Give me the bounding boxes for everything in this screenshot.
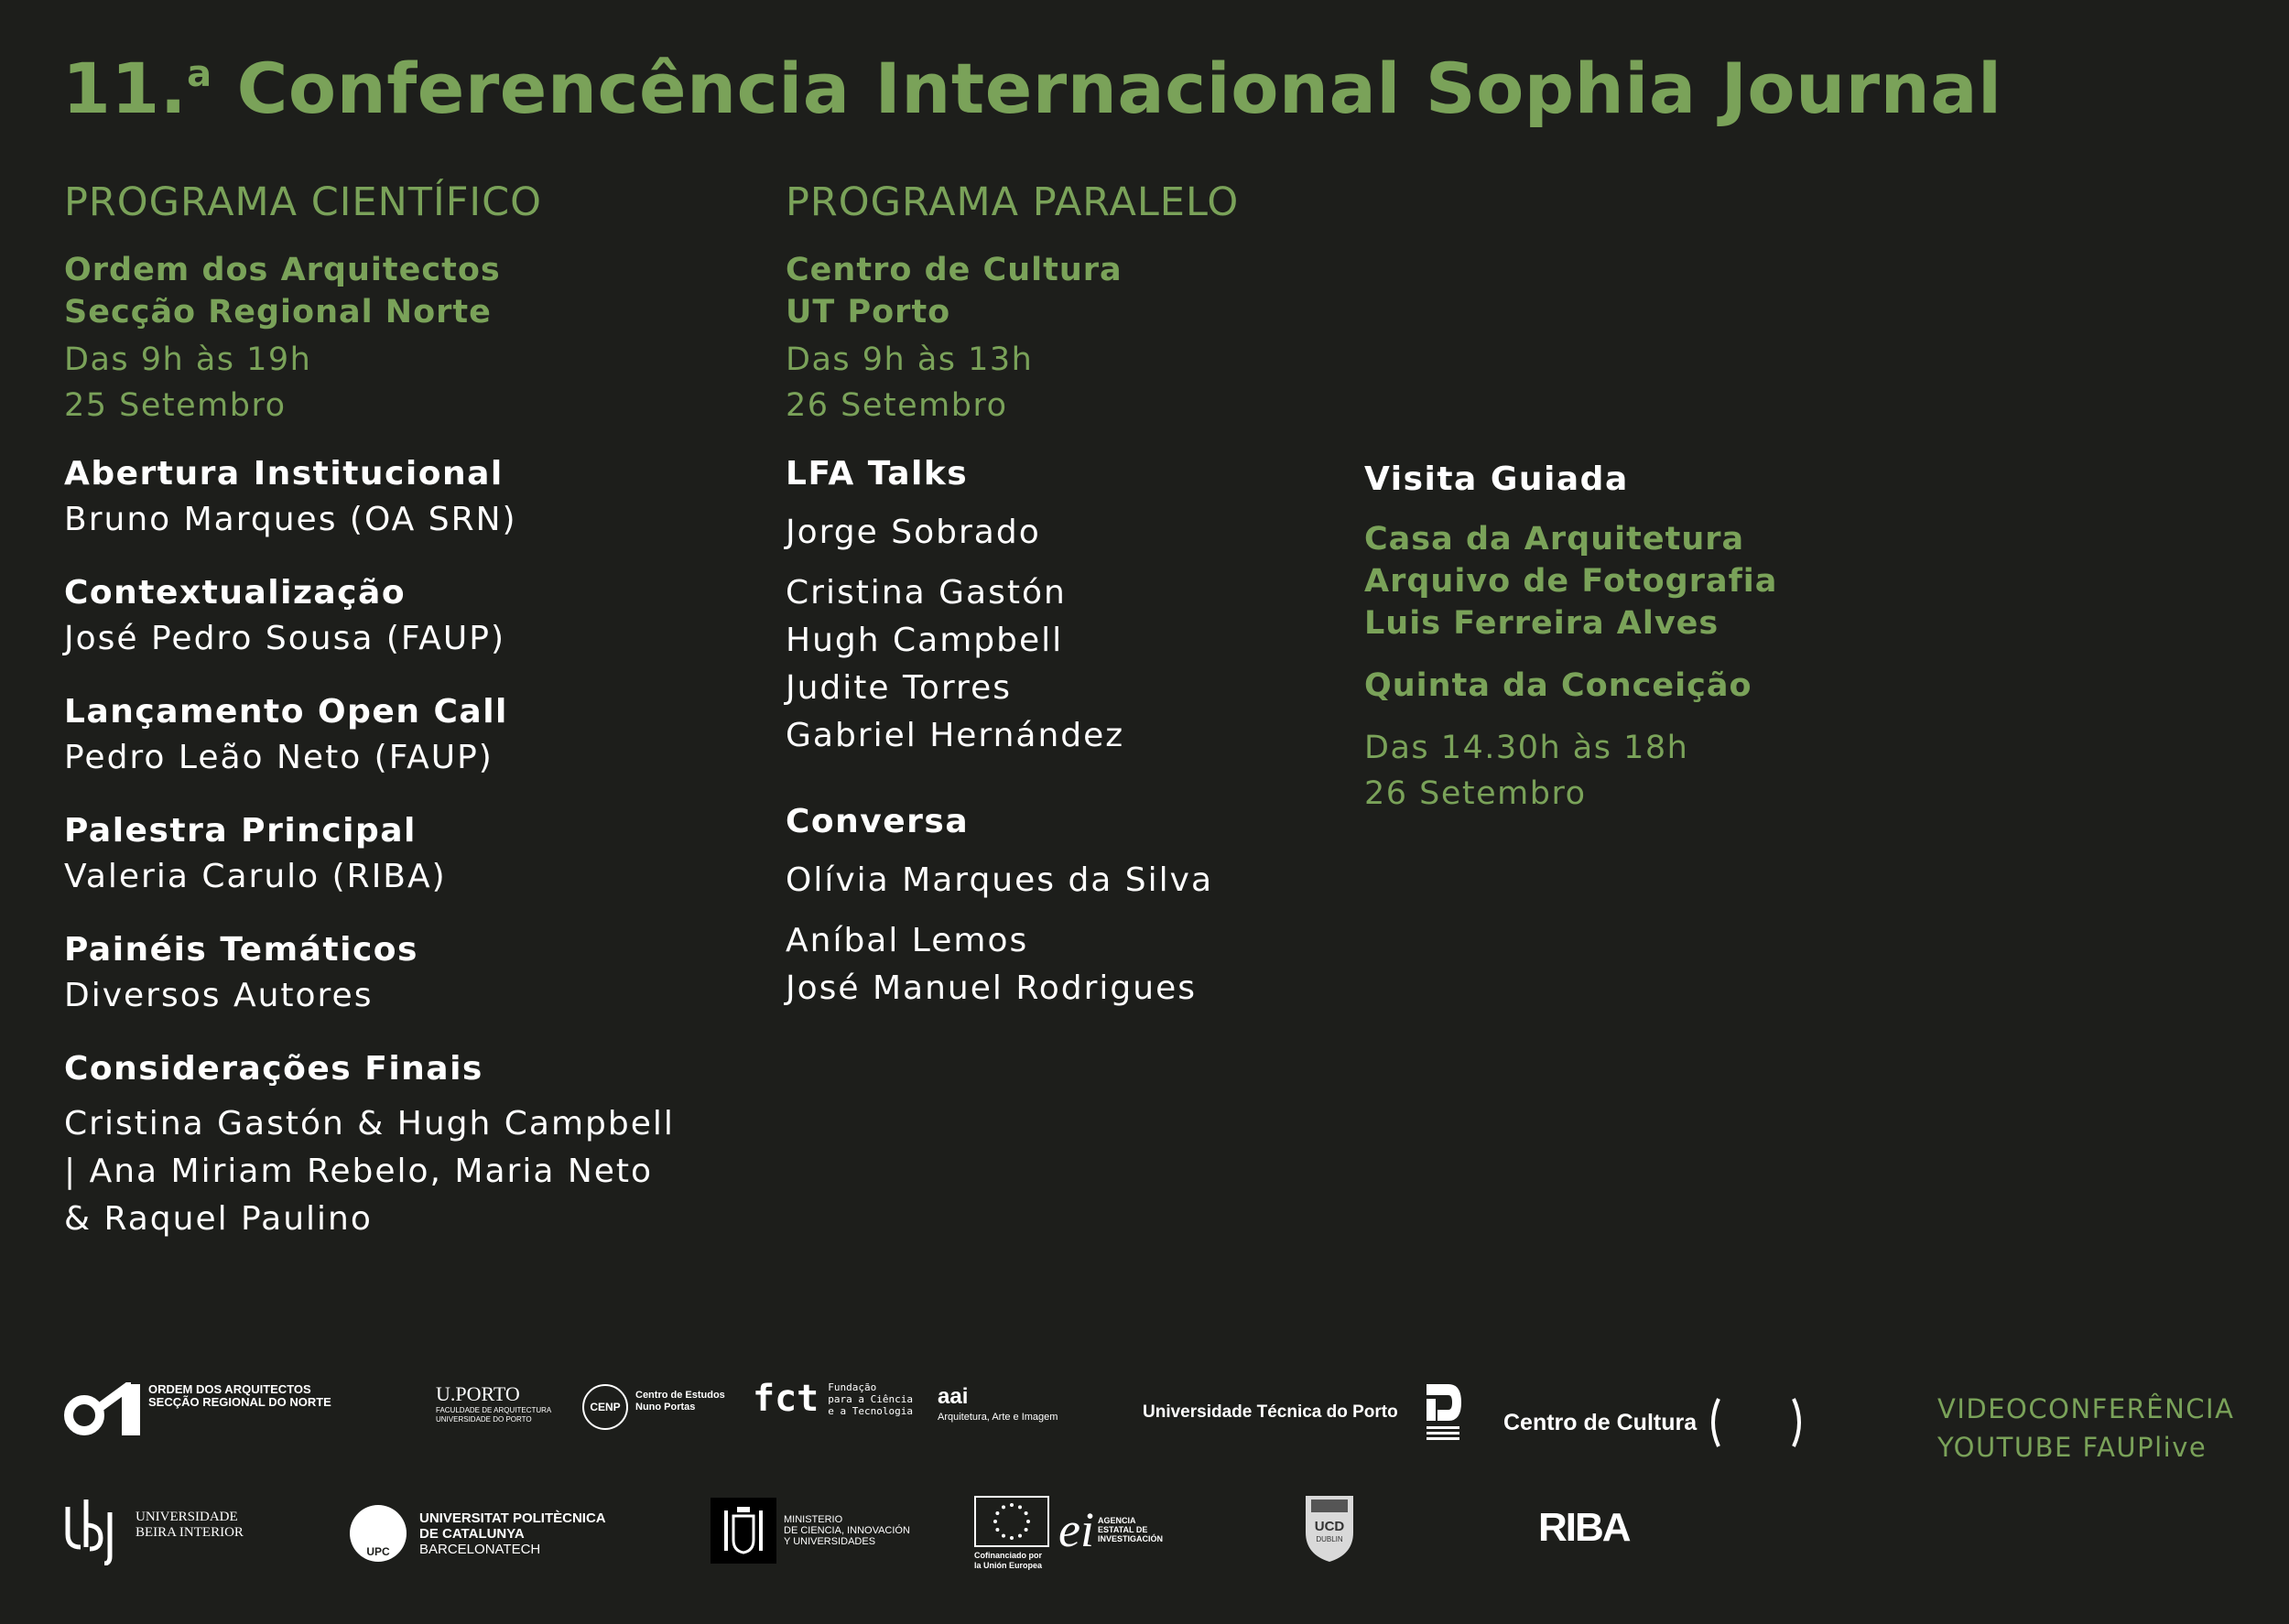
uporto-logo-text: FACULDADE DE ARQUITECTURA [436,1406,552,1414]
oa-mark-icon [64,1382,141,1435]
fct-logo-text: Fundação [828,1380,877,1393]
program-item [64,452,705,544]
program-item [64,809,705,901]
ucd-crest-icon [1302,1490,1357,1564]
program-item-speaker: Bruno Marques (OA SRN) [64,501,517,538]
aei-logo-text: AGENCIA [1097,1516,1136,1525]
program-item-speaker: Valeria Carulo (RIBA) [64,858,447,895]
aei-logo [1058,1502,1163,1557]
ministerio-logo-text: Y UNIVERSIDADES [784,1536,876,1547]
speaker-name: Gabriel Hernández [786,717,1125,754]
iicu-logo [1425,1384,1463,1449]
fct-logo-text: para a Ciência [828,1392,913,1405]
cenp-logo [582,1384,725,1430]
program-item-speaker: | Ana Miriam Rebelo, Maria Neto [64,1153,654,1190]
program-item-speaker: Cristina Gastón & Hugh Campbell [64,1105,675,1142]
guided-visit-column [1364,458,1877,817]
svg-text:UCD: UCD [1314,1519,1345,1534]
program-item-speaker: Pedro Leão Neto (FAUP) [64,739,494,776]
venue-line: Quinta da Conceição [1364,667,1752,704]
ubi-logo [64,1498,244,1565]
cc-logo [1503,1395,1806,1450]
fct-mark: fct [753,1378,819,1420]
program-item-speaker: Diversos Autores [64,977,374,1014]
riba-logo: RIBA [1538,1505,1630,1550]
institute-mark-icon [1425,1384,1463,1445]
conversa-title: Conversa [786,803,970,840]
date: 26 Setembro [1364,775,1587,812]
venue-line: Casa da Arquitetura [1364,521,1745,558]
ubi-mark-icon [64,1498,125,1565]
parallel-program-column [786,179,1353,1012]
venue-line: Ordem dos Arquitectos [64,252,501,288]
venue-line: Centro de Cultura [786,252,1123,288]
videoconference-info [1937,1390,2234,1467]
aei-logo-text: INVESTIGACIÓN [1097,1534,1163,1543]
oa-logo-text: ORDEM DOS ARQUITECTOS [148,1382,311,1396]
coat-of-arms-icon [711,1498,776,1564]
page-title: 11.$^a$ Conferencência Internacional Sophia Journal [62,48,2002,129]
uporto-logo-name: U.PORTO [436,1382,520,1405]
oa-logo [64,1382,331,1435]
time-range: Das 9h às 19h [64,341,312,378]
upc-logo-text: UNIVERSITAT POLITÈCNICA [419,1510,606,1526]
program-item [64,1047,705,1243]
program-item [64,690,705,782]
speaker-name: Judite Torres [786,669,1012,707]
utp-logo: Universidade Técnica do Porto [1143,1402,1398,1422]
speaker-name: José Manuel Rodrigues [786,969,1197,1007]
videoconference-label: VIDEOCONFERÊNCIA [1937,1393,2235,1424]
cenp-badge-icon: CENP [582,1384,628,1430]
venue-line: Arquivo de Fotografia [1364,563,1778,600]
cc-logo-text: Centro de Cultura [1503,1409,1698,1435]
fct-logo [753,1378,913,1420]
aei-logo-text: ESTATAL DE [1097,1525,1148,1534]
speaker-name: Olívia Marques da Silva [786,861,1214,899]
time-range: Das 9h às 13h [786,341,1034,378]
date: 25 Setembro [64,387,287,424]
fct-logo-text: e a Tecnologia [828,1404,913,1417]
aai-logo [938,1386,1058,1423]
program-item-title: Painéis Temáticos [64,931,418,969]
venue-line: Luis Ferreira Alves [1364,605,1719,642]
program-item-title: Palestra Principal [64,812,417,850]
upc-badge-icon: UPC [350,1505,407,1562]
ubi-logo-text: BEIRA INTERIOR [136,1525,244,1540]
lfa-talks-title: LFA Talks [786,455,969,493]
program-item-title: Lançamento Open Call [64,693,508,731]
program-item [64,571,705,663]
venue-line: UT Porto [786,294,951,330]
guided-visit-title: Visita Guiada [1364,460,1629,498]
scientific-program-column [64,179,705,1271]
eu-logo [974,1496,1049,1571]
ucd-logo [1302,1490,1357,1568]
parentheses-icon [1706,1395,1806,1450]
speaker-name: Hugh Campbell [786,622,1064,659]
program-item [64,928,705,1020]
speaker-name: Aníbal Lemos [786,922,1029,959]
svg-text:DUBLIN: DUBLIN [1316,1535,1343,1543]
parallel-program-heading: PROGRAMA PARALELO [786,179,1240,225]
ministerio-logo-text: MINISTERIO [784,1514,843,1525]
program-item-title: Abertura Institucional [64,455,504,493]
uporto-logo-text: UNIVERSIDADE DO PORTO [436,1415,532,1424]
program-item-title: Contextualização [64,574,407,612]
program-item-title: Considerações Finais [64,1050,483,1088]
aei-mark-icon: ei [1058,1502,1094,1557]
program-item-speaker: José Pedro Sousa (FAUP) [64,620,506,657]
upc-logo-text: BARCELONATECH [419,1541,541,1557]
speaker-name: Cristina Gastón [786,574,1067,612]
time-range: Das 14.30h às 18h [1364,730,1689,766]
oa-logo-text: SECÇÃO REGIONAL DO NORTE [148,1395,331,1409]
eu-logo-text: Cofinanciado por [974,1551,1042,1560]
ministerio-logo [711,1498,910,1564]
upc-logo [350,1505,606,1562]
youtube-channel-link[interactable]: YOUTUBE FAUPlive [1937,1432,2208,1463]
date: 26 Setembro [786,387,1008,424]
aai-logo-text: Arquitetura, Arte e Imagem [938,1412,1058,1423]
venue-line: Secção Regional Norte [64,294,492,330]
scientific-program-heading: PROGRAMA CIENTÍFICO [64,179,542,225]
ministerio-logo-text: DE CIENCIA, INNOVACIÓN [784,1525,910,1536]
eu-logo-text: la Unión Europea [974,1561,1043,1570]
program-item-speaker: & Raquel Paulino [64,1200,373,1238]
upc-logo-text: DE CATALUNYA [419,1525,525,1542]
ubi-logo-text: UNIVERSIDADE [136,1510,238,1524]
cenp-logo-text: Nuno Portas [635,1402,696,1413]
speaker-name: Jorge Sobrado [786,514,1041,551]
cenp-logo-text: Centro de Estudos [635,1390,725,1401]
eu-flag-icon [974,1496,1049,1547]
aai-mark: aai [938,1384,969,1409]
uporto-logo [436,1382,551,1424]
